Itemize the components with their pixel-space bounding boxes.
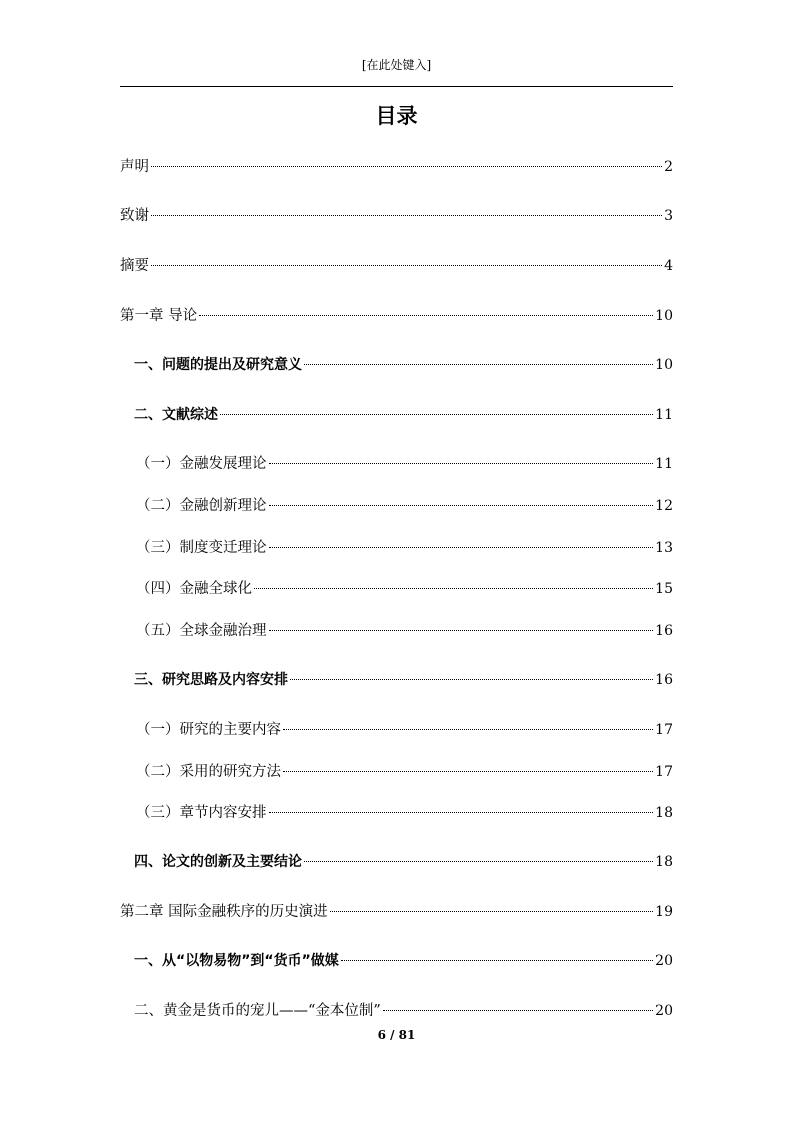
toc-title: 目录 (375, 104, 418, 128)
toc-dot-leader (151, 166, 662, 167)
toc-entry[interactable] (120, 355, 673, 375)
page-indicator: 6 / 81 (377, 1028, 416, 1042)
toc-entry-label: （一）研究的主要内容 (136, 722, 281, 738)
toc-entry-label: 致谢 (120, 208, 149, 224)
toc-entry-label: 三、研究思路及内容安排 (134, 672, 288, 688)
toc-entry-label: （二）金融创新理论 (136, 498, 267, 514)
toc-entry-page: 4 (664, 258, 673, 274)
toc-entry[interactable] (120, 157, 673, 177)
toc-dot-leader (254, 588, 653, 589)
header-rule (120, 86, 673, 87)
toc-dot-leader (283, 729, 653, 730)
toc-entry[interactable] (120, 720, 673, 740)
toc-entry-label: （五）全球金融治理 (136, 623, 267, 639)
toc-dot-leader (304, 861, 653, 862)
toc-entry-label: 摘要 (120, 258, 149, 274)
toc-entry-label: 一、问题的提出及研究意义 (134, 357, 302, 373)
toc-entry[interactable] (120, 902, 673, 922)
toc-entry[interactable] (120, 670, 673, 690)
toc-entry-page: 2 (664, 159, 673, 175)
toc-dot-leader (283, 771, 653, 772)
toc-entry-label: （四）金融全球化 (136, 581, 252, 597)
toc-entry[interactable] (120, 405, 673, 425)
toc-entry-label: 二、黄金是货币的宠儿——“金本位制” (134, 1003, 381, 1019)
toc-entry[interactable] (120, 1001, 673, 1021)
toc-entry[interactable] (120, 951, 673, 971)
toc-entry-label: 四、论文的创新及主要结论 (134, 854, 302, 870)
toc-entry-label: （一）金融发展理论 (136, 456, 267, 472)
toc-dot-leader (151, 215, 662, 216)
toc-entry-page: 11 (655, 456, 673, 472)
toc-entry[interactable] (120, 256, 673, 276)
toc-entry[interactable] (120, 852, 673, 872)
toc-entry-page: 20 (655, 953, 673, 969)
toc-dot-leader (383, 1010, 653, 1011)
toc-entry-page: 10 (655, 308, 673, 324)
toc-dot-leader (269, 463, 654, 464)
toc-entry[interactable] (120, 538, 673, 558)
toc-entry-label: 二、文献综述 (134, 407, 218, 423)
toc-entry[interactable] (120, 306, 673, 326)
toc-entry[interactable] (120, 496, 673, 516)
toc-entry-label: （二）采用的研究方法 (136, 764, 281, 780)
toc-dot-leader (304, 364, 653, 365)
toc-entry-page: 16 (655, 672, 673, 688)
toc-entry-label: （三）制度变迁理论 (136, 540, 267, 556)
toc-entry-page: 18 (655, 854, 673, 870)
toc-dot-leader (269, 505, 654, 506)
toc-entry-page: 17 (655, 722, 673, 738)
toc-dot-leader (341, 960, 653, 961)
toc-entry-page: 10 (655, 357, 673, 373)
toc-entry-label: 第二章 国际金融秩序的历史演进 (120, 904, 328, 920)
toc-entry-label: 一、从“以物易物”到“货币”做媒 (134, 953, 339, 969)
toc-entry-page: 17 (655, 764, 673, 780)
toc-entry[interactable] (120, 621, 673, 641)
toc-entry[interactable] (120, 454, 673, 474)
toc-dot-leader (269, 812, 654, 813)
toc-dot-leader (269, 630, 654, 631)
toc-dot-leader (220, 414, 653, 415)
toc-dot-leader (199, 315, 653, 316)
toc-entry-page: 19 (655, 904, 673, 920)
toc-dot-leader (290, 679, 653, 680)
toc-entry-page: 15 (655, 581, 673, 597)
toc-entry[interactable] (120, 762, 673, 782)
toc-entry-page: 12 (655, 498, 673, 514)
toc-entry-page: 3 (664, 208, 673, 224)
toc-entry[interactable] (120, 803, 673, 823)
toc-entry-page: 20 (655, 1003, 673, 1019)
toc-dot-leader (151, 265, 662, 266)
toc-entry-label: 声明 (120, 159, 149, 175)
running-header: [在此处键入] (361, 58, 432, 72)
toc-entry[interactable] (120, 579, 673, 599)
toc-entry-page: 18 (655, 805, 673, 821)
toc-entry-page: 16 (655, 623, 673, 639)
toc-entry-page: 13 (655, 540, 673, 556)
toc-dot-leader (330, 911, 654, 912)
toc-entry-label: （三）章节内容安排 (136, 805, 267, 821)
toc-entry-label: 第一章 导论 (120, 308, 198, 324)
toc-entry-page: 11 (655, 407, 673, 423)
toc-entry[interactable] (120, 206, 673, 226)
toc-dot-leader (269, 547, 654, 548)
